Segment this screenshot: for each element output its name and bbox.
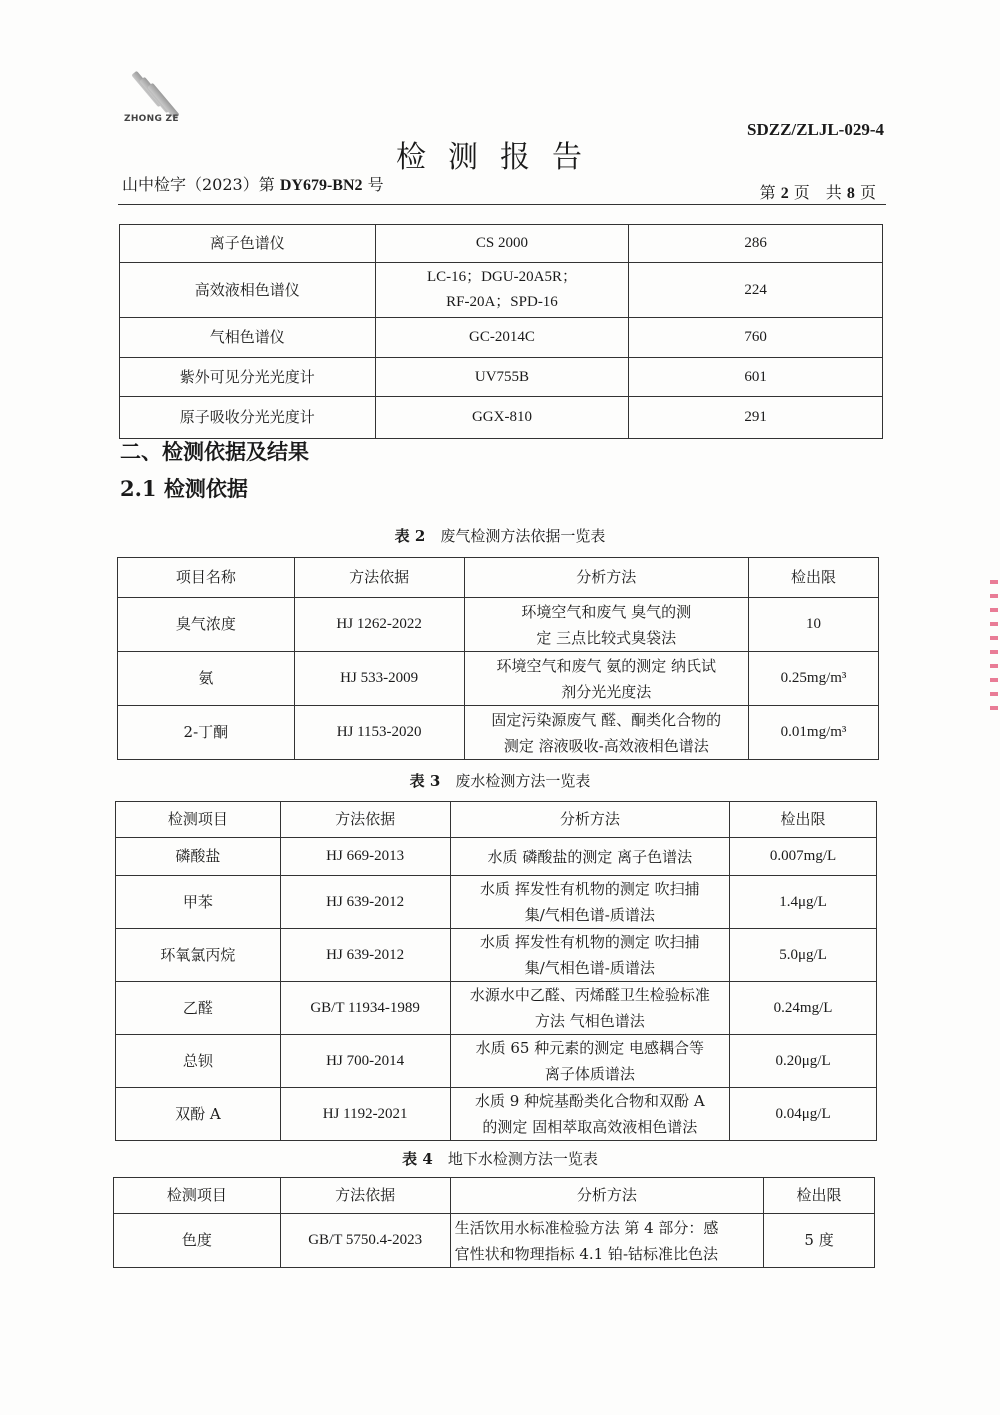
method-line: 定 三点比较式臭袋法 xyxy=(536,628,677,647)
item-name: 总钡 xyxy=(116,1035,281,1088)
instrument-table xyxy=(119,224,883,439)
page-total: 8 xyxy=(846,185,855,202)
table-number: 表 4 xyxy=(402,1150,433,1168)
method-line: 方法 气相色谱法 xyxy=(534,1012,645,1030)
table3-wastewater-methods xyxy=(115,801,877,1141)
analysis-method xyxy=(464,598,749,652)
column-header: 检出限 xyxy=(764,1178,875,1214)
table-row xyxy=(116,838,877,876)
table-number: 表 3 xyxy=(409,772,441,790)
method-line: 固定污染源废气 醛、酮类化合物的 xyxy=(491,710,722,729)
subsection-heading: 2.1 检测依据 xyxy=(120,476,248,501)
instrument-model: GGX-810 xyxy=(375,397,629,439)
table-row xyxy=(114,1214,875,1268)
table-row xyxy=(116,876,877,929)
table2-exhaust-gas-methods xyxy=(117,557,879,760)
page-indicator xyxy=(760,180,876,203)
method-line: 水质 挥发性有机物的测定 吹扫捕 xyxy=(480,933,700,951)
analysis-method xyxy=(450,982,730,1035)
instrument-model xyxy=(375,263,629,318)
analysis-method xyxy=(450,1035,730,1088)
detection-limit: 0.24mg/L xyxy=(730,982,877,1035)
analysis-method: 水质 磷酸盐的测定 离子色谱法 xyxy=(450,838,730,876)
instrument-name: 原子吸收分光光度计 xyxy=(120,397,376,439)
method-line: 水质 挥发性有机物的测定 吹扫捕 xyxy=(480,880,700,898)
table-header-row xyxy=(114,1178,875,1214)
method-line: 水源水中乙醛、丙烯醛卫生检验标准 xyxy=(469,986,710,1004)
column-header: 分析方法 xyxy=(450,1178,764,1214)
method-line: 集/气相色谱-质谱法 xyxy=(524,959,655,977)
item-name: 环氧氯丙烷 xyxy=(116,929,281,982)
instrument-name: 紫外可见分光光度计 xyxy=(120,358,376,397)
column-header: 方法依据 xyxy=(280,802,450,838)
table-title: 地下水检测方法一览表 xyxy=(447,1150,598,1168)
report-number xyxy=(122,172,384,195)
detection-limit: 0.20μg/L xyxy=(730,1035,877,1088)
table-title: 废水检测方法一览表 xyxy=(455,772,591,790)
instrument-model-line: LC-16；DGU-20A5R； xyxy=(426,269,577,285)
page-title: 检测报告 xyxy=(396,140,604,175)
instrument-name: 高效液相色谱仪 xyxy=(120,263,376,318)
item-name: 色度 xyxy=(114,1214,281,1268)
method-basis: HJ 1192-2021 xyxy=(280,1088,450,1141)
page-label: 第 xyxy=(759,183,776,202)
method-line: 环境空气和废气 氨的测定 纳氏试 xyxy=(496,656,717,675)
method-basis: HJ 1153-2020 xyxy=(294,706,464,760)
column-header: 检出限 xyxy=(730,802,877,838)
analysis-method xyxy=(450,929,730,982)
detection-limit: 10 xyxy=(749,598,879,652)
page-label: 页 共 xyxy=(793,183,842,202)
detection-limit: 5 度 xyxy=(764,1214,875,1268)
method-line: 水质 65 种元素的测定 电感耦合等 xyxy=(475,1039,705,1057)
table-row xyxy=(118,598,879,652)
instrument-number: 291 xyxy=(629,397,883,439)
method-basis: HJ 639-2012 xyxy=(280,929,450,982)
table-row xyxy=(116,929,877,982)
column-header: 项目名称 xyxy=(118,558,295,598)
column-header: 分析方法 xyxy=(464,558,749,598)
method-line: 的测定 固相萃取高效液相色谱法 xyxy=(482,1118,698,1136)
method-basis: HJ 639-2012 xyxy=(280,876,450,929)
item-name: 臭气浓度 xyxy=(118,598,295,652)
table-header-row xyxy=(116,802,877,838)
table4-caption xyxy=(0,1148,1000,1169)
detection-limit: 0.007mg/L xyxy=(730,838,877,876)
table-header-row xyxy=(118,558,879,598)
method-basis: GB/T 11934-1989 xyxy=(280,982,450,1035)
column-header: 检出限 xyxy=(749,558,879,598)
table4-groundwater-methods xyxy=(113,1177,875,1268)
document-code: SDZZ/ZLJL-029-4 xyxy=(747,120,884,139)
item-name: 乙醛 xyxy=(116,982,281,1035)
method-line: 官性状和物理指标 4.1 铂-钴标准比色法 xyxy=(454,1244,719,1263)
method-basis: HJ 1262-2022 xyxy=(294,598,464,652)
instrument-name: 气相色谱仪 xyxy=(120,318,376,358)
seam-stamp-mark xyxy=(990,580,998,720)
method-line: 集/气相色谱-质谱法 xyxy=(524,906,655,924)
item-name: 2-丁酮 xyxy=(118,706,295,760)
method-line: 离子体质谱法 xyxy=(544,1065,635,1083)
report-number-suffix: 号 xyxy=(367,175,384,194)
report-number-prefix: 山中检字（2023）第 xyxy=(122,175,275,194)
column-header: 分析方法 xyxy=(450,802,730,838)
table3-caption xyxy=(0,770,1000,791)
item-name: 甲苯 xyxy=(116,876,281,929)
method-basis: HJ 669-2013 xyxy=(280,838,450,876)
method-line: 剂分光光度法 xyxy=(561,682,652,701)
instrument-model: UV755B xyxy=(375,358,629,397)
method-line: 环境空气和废气 臭气的测 xyxy=(521,602,692,621)
table-row xyxy=(116,1035,877,1088)
table-title: 废气检测方法依据一览表 xyxy=(440,527,606,545)
table-row xyxy=(120,358,883,397)
page-label: 页 xyxy=(859,183,876,202)
table-row xyxy=(120,318,883,358)
method-basis: HJ 533-2009 xyxy=(294,652,464,706)
analysis-method xyxy=(450,1088,730,1141)
item-name: 双酚 A xyxy=(116,1088,281,1141)
analysis-method xyxy=(464,652,749,706)
instrument-number: 760 xyxy=(629,318,883,358)
detection-limit: 0.04μg/L xyxy=(730,1088,877,1141)
method-basis: GB/T 5750.4-2023 xyxy=(280,1214,450,1268)
company-logo xyxy=(120,70,180,130)
detection-limit: 0.01mg/m³ xyxy=(749,706,879,760)
table-row xyxy=(118,706,879,760)
detection-limit: 0.25mg/m³ xyxy=(749,652,879,706)
table-row xyxy=(120,225,883,263)
table-row xyxy=(116,1088,877,1141)
column-header: 检测项目 xyxy=(116,802,281,838)
detection-limit: 5.0μg/L xyxy=(730,929,877,982)
instrument-number: 286 xyxy=(629,225,883,263)
analysis-method xyxy=(450,1214,764,1268)
method-basis: HJ 700-2014 xyxy=(280,1035,450,1088)
method-line: 测定 溶液吸收-高效液相色谱法 xyxy=(503,736,709,755)
header-divider xyxy=(118,204,886,205)
instrument-name: 离子色谱仪 xyxy=(120,225,376,263)
table-row xyxy=(116,982,877,1035)
column-header: 方法依据 xyxy=(280,1178,450,1214)
detection-limit: 1.4μg/L xyxy=(730,876,877,929)
instrument-model: GC-2014C xyxy=(375,318,629,358)
report-number-id: DY679-BN2 xyxy=(279,177,363,194)
item-name: 氨 xyxy=(118,652,295,706)
analysis-method xyxy=(464,706,749,760)
instrument-number: 224 xyxy=(629,263,883,318)
logo-text: ZHONG ZE xyxy=(124,114,179,124)
table-row xyxy=(120,397,883,439)
table-number: 表 2 xyxy=(394,527,426,545)
column-header: 检测项目 xyxy=(114,1178,281,1214)
instrument-model: CS 2000 xyxy=(375,225,629,263)
method-line: 水质 9 种烷基酚类化合物和双酚 A xyxy=(474,1092,705,1110)
item-name: 磷酸盐 xyxy=(116,838,281,876)
analysis-method xyxy=(450,876,730,929)
instrument-number: 601 xyxy=(629,358,883,397)
table2-caption xyxy=(0,525,1000,546)
column-header: 方法依据 xyxy=(294,558,464,598)
table-row xyxy=(120,263,883,318)
page-current: 2 xyxy=(780,185,789,202)
table-row xyxy=(118,652,879,706)
instrument-model-line: RF-20A；SPD-16 xyxy=(446,294,558,310)
section-heading: 二、检测依据及结果 xyxy=(120,439,309,464)
method-line: 生活饮用水标准检验方法 第 4 部分：感 xyxy=(454,1218,719,1237)
